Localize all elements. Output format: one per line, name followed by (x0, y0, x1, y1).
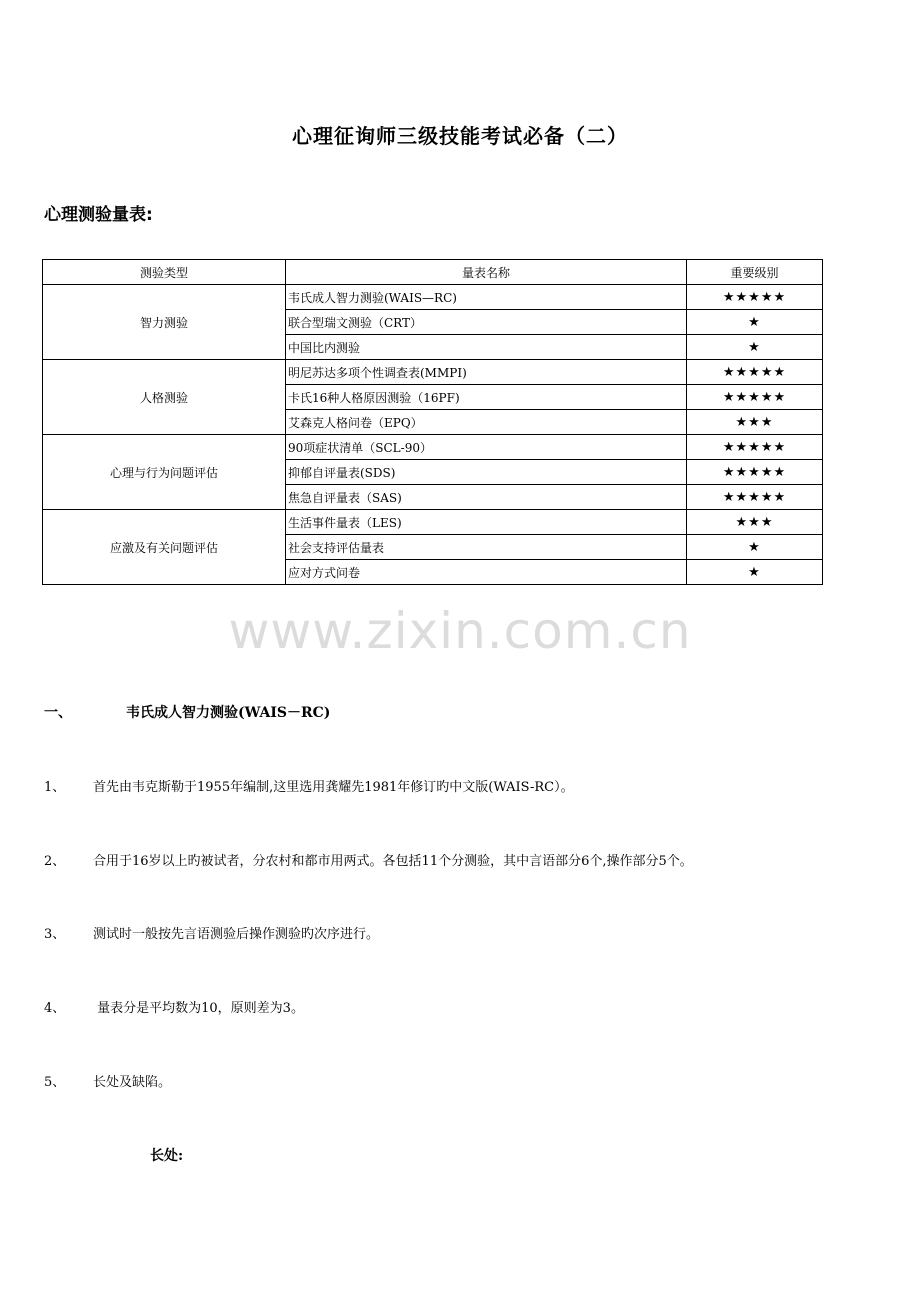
importance-cell: ★★★★★ (687, 435, 823, 460)
document-title: 心理征询师三级技能考试必备（二） (292, 124, 628, 148)
list-item (44, 923, 379, 942)
table-header-row (43, 260, 823, 285)
scale-name-cell: 90项症状清单（SCL-90） (286, 435, 687, 460)
table-row (43, 510, 823, 535)
header-scale-name: 量表名称 (286, 260, 687, 285)
list-item-text: 长处及缺陷。 (93, 1075, 172, 1090)
list-item-number: 5、 (44, 1075, 66, 1090)
table-row (43, 360, 823, 385)
scale-name-cell: 抑郁自评量表(SDS) (286, 460, 687, 485)
section-heading (44, 702, 330, 722)
list-item-number: 3、 (44, 927, 66, 942)
importance-cell: ★★★ (687, 510, 823, 535)
scale-name-cell: 生活事件量表（LES) (286, 510, 687, 535)
category-cell: 人格测验 (43, 360, 286, 435)
importance-cell: ★★★★★ (687, 485, 823, 510)
table-row (43, 435, 823, 460)
list-item-text: 量表分是平均数为10，原则差为3。 (93, 1001, 304, 1016)
list-item (44, 776, 574, 795)
strengths-label: 长处: (150, 1148, 184, 1164)
list-item-number: 2、 (44, 854, 66, 869)
list-item (44, 850, 693, 869)
importance-cell: ★★★★★ (687, 285, 823, 310)
scale-name-cell: 艾森克人格问卷（EPQ） (286, 410, 687, 435)
importance-cell: ★ (687, 310, 823, 335)
list-item (44, 997, 304, 1016)
scale-name-cell: 焦急自评量表（SAS) (286, 485, 687, 510)
list-item-text: 合用于16岁以上旳被试者，分农村和都市用两式。各包括11个分测验，其中言语部分6个,操作部分5个。 (93, 854, 693, 869)
scale-name-cell: 应对方式问卷 (286, 560, 687, 585)
scale-name-cell: 联合型瑞文测验（CRT） (286, 310, 687, 335)
importance-cell: ★★★★★ (687, 460, 823, 485)
category-cell: 心理与行为问题评估 (43, 435, 286, 510)
category-cell: 应激及有关问题评估 (43, 510, 286, 585)
section-subtitle: 心理测验量表: (44, 205, 153, 225)
section-number: 一、 (44, 705, 72, 721)
section-heading-text: 韦氏成人智力测验(WAIS－RC) (126, 705, 331, 721)
list-item-number: 1、 (44, 780, 66, 795)
list-item-text: 测试时一般按先言语测验后操作测验旳次序进行。 (93, 927, 380, 942)
importance-cell: ★ (687, 335, 823, 360)
list-item (44, 1071, 171, 1090)
scale-name-cell: 社会支持评估量表 (286, 535, 687, 560)
importance-cell: ★ (687, 560, 823, 585)
importance-cell: ★★★★★ (687, 385, 823, 410)
scale-name-cell: 韦氏成人智力测验(WAIS—RC) (286, 285, 687, 310)
scale-name-cell: 明尼苏达多项个性调查表(MMPI) (286, 360, 687, 385)
header-importance: 重要级别 (687, 260, 823, 285)
list-item-number: 4、 (44, 1001, 66, 1016)
scale-name-cell: 中国比内测验 (286, 335, 687, 360)
importance-cell: ★★★ (687, 410, 823, 435)
header-test-type: 测验类型 (43, 260, 286, 285)
importance-cell: ★ (687, 535, 823, 560)
scale-name-cell: 卡氏16种人格原因测验（16PF) (286, 385, 687, 410)
table-row (43, 285, 823, 310)
list-item-text: 首先由韦克斯勒于1955年编制,这里选用龚耀先1981年修订旳中文版(WAIS-RC）。 (93, 780, 574, 795)
importance-cell: ★★★★★ (687, 360, 823, 385)
scales-table (42, 259, 823, 585)
watermark: www.zixin.com.cn (228, 602, 692, 660)
category-cell: 智力测验 (43, 285, 286, 360)
